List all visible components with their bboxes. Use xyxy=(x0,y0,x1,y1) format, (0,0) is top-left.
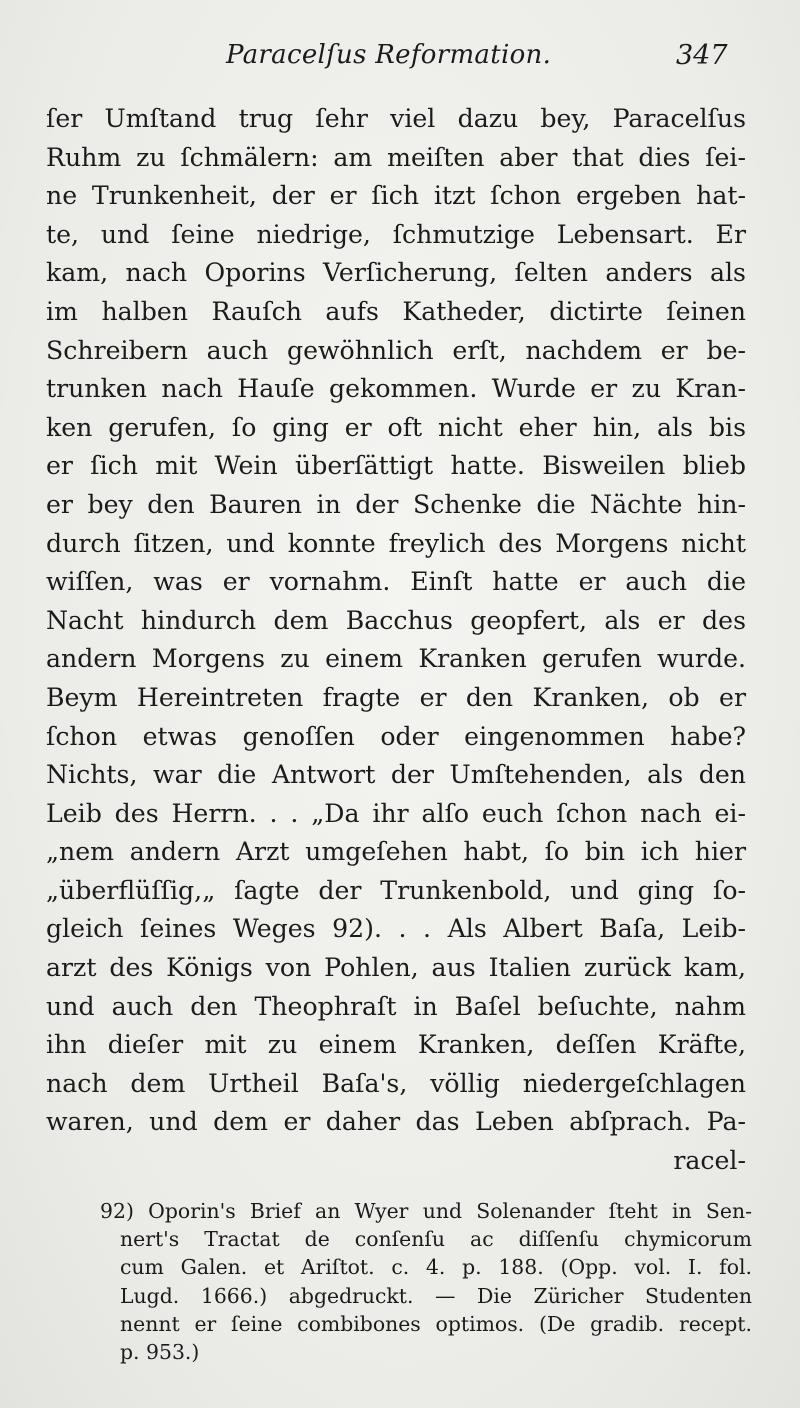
text-line: andern Morgens zu einem Kranken gerufen wurde. xyxy=(46,644,746,674)
text-line: er ſich mit Wein überſättigt hatte. Bisweilen blieb xyxy=(46,451,746,481)
page-header xyxy=(0,40,800,80)
text-line: ſchon etwas genoſſen oder eingenommen habe? xyxy=(46,721,746,751)
text-line: gleich ſeines Weges 92). . . Als Albert Baſa, Leib- xyxy=(46,914,746,944)
footnote xyxy=(100,1197,752,1366)
text-line: ihn dieſer mit zu einem Kranken, deſſen Kräfte, xyxy=(46,1030,746,1060)
text-line: kam, nach Oporins Verſicherung, ſelten anders als xyxy=(46,258,746,288)
footnote-line: 92) Oporin's Brief an Wyer und Solenander ſteht in Sen- xyxy=(100,1199,752,1223)
text-line: nach dem Urtheil Baſa's, völlig niedergeſchlagen xyxy=(46,1068,746,1098)
text-line: trunken nach Hauſe gekommen. Wurde er zu Kran- xyxy=(46,374,746,404)
text-line: Beym Hereintreten fragte er den Kranken, ob er xyxy=(46,682,746,712)
footnote-line: cum Galen. et Ariſtot. c. 4. p. 188. (Opp. vol. I. fol. xyxy=(120,1255,752,1280)
catchword: racel- xyxy=(673,1146,746,1176)
text-line: ſer Umſtand trug ſehr viel dazu bey, Paracelſus xyxy=(46,104,746,133)
text-line: „nem andern Arzt umgeſehen habt, ſo bin ich hier xyxy=(46,837,746,867)
text-line: durch ſitzen, und konnte freylich des Morgens nicht xyxy=(46,528,746,558)
text-line: te, und ſeine niedrige, ſchmutzige Lebensart. Er xyxy=(46,219,746,249)
text-line: „überflüſſig,„ ſagte der Trunkenbold, und ging ſo- xyxy=(46,875,746,905)
text-line: waren, und dem er daher das Leben abſprach. Pa- xyxy=(46,1107,746,1137)
text-line: im halben Rauſch aufs Katheder, dictirte ſeinen xyxy=(46,296,746,326)
running-title: Paracelſus Reformation. xyxy=(226,40,552,70)
text-line: Nichts, war die Antwort der Umſtehenden, als den xyxy=(46,760,746,790)
text-line: ken gerufen, ſo ging er oft nicht eher hin, als bis xyxy=(46,412,746,442)
footnote-line: p. 953.) xyxy=(120,1339,200,1364)
text-line: arzt des Königs von Pohlen, aus Italien zurück kam, xyxy=(46,953,746,983)
text-line: Leib des Herrn. . . „Da ihr alſo euch ſchon nach ei- xyxy=(46,798,746,828)
text-line: Schreibern auch gewöhnlich erſt, nachdem er be- xyxy=(46,335,746,365)
footnote-line: nert's Tractat de conſenſu ac diſſenſu chymicorum xyxy=(120,1227,752,1252)
text-line: ne Trunkenheit, der er ſich itzt ſchon ergeben hat- xyxy=(46,181,746,211)
text-line: Ruhm zu ſchmälern: am meiſten aber that dies ſei- xyxy=(46,142,746,172)
main-text xyxy=(46,100,746,1181)
page-number: 347 xyxy=(676,40,728,71)
text-line: und auch den Theophraſt in Baſel beſuchte, nahm xyxy=(46,991,746,1021)
footnote-line: nennt er ſeine combibones optimos. (De gradib. recept. xyxy=(120,1311,752,1336)
text-line: wiſſen, was er vornahm. Einſt hatte er auch die xyxy=(46,567,746,597)
text-line: Nacht hindurch dem Bacchus geopfert, als er des xyxy=(46,605,746,635)
text-line: er bey den Bauren in der Schenke die Nächte hin- xyxy=(46,489,746,519)
footnote-line: Lugd. 1666.) abgedruckt. — Die Züricher Studenten xyxy=(120,1283,752,1308)
